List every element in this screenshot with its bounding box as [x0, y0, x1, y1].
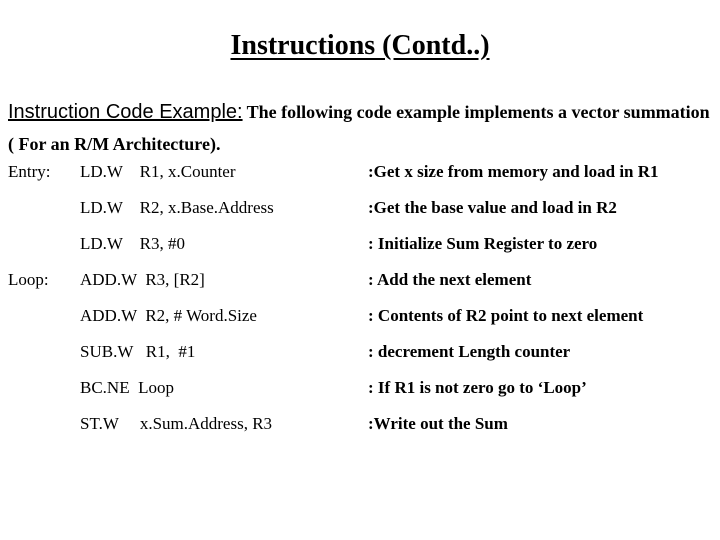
code-row [0, 234, 720, 258]
code-comment: :Get x size from memory and load in R1 [368, 162, 659, 181]
code-instruction: SUB.W R1, #1 [80, 342, 196, 361]
code-instruction: LD.W R3, #0 [80, 234, 185, 253]
intro-text: The following code example implements a vector summation ( For an R/M Architecture). [8, 102, 710, 154]
intro-label: Instruction Code Example: [8, 101, 243, 123]
code-instruction: ST.W x.Sum.Address, R3 [80, 414, 273, 433]
code-instruction: LD.W R1, x.Counter [80, 162, 236, 181]
code-row [0, 162, 720, 186]
code-comment: : Contents of R2 point to next element [368, 306, 644, 325]
code-comment: : Add the next element [368, 270, 532, 289]
code-row [0, 306, 720, 330]
code-row [0, 378, 720, 402]
code-row [0, 198, 720, 222]
code-label: Loop: [8, 270, 49, 289]
code-instruction: BC.NE Loop [80, 378, 174, 397]
code-comment: :Get the base value and load in R2 [368, 198, 617, 217]
code-row [0, 414, 720, 438]
code-comment: : Initialize Sum Register to zero [368, 234, 598, 253]
code-comment: :Write out the Sum [368, 414, 508, 433]
slide-title: Instructions (Contd..) [230, 30, 490, 61]
code-instruction: ADD.W R3, [R2] [80, 270, 205, 289]
code-comment: : If R1 is not zero go to ‘Loop’ [368, 378, 587, 397]
code-label: Entry: [8, 162, 51, 181]
code-row [0, 342, 720, 366]
code-comment: : decrement Length counter [368, 342, 571, 361]
code-instruction: LD.W R2, x.Base.Address [80, 198, 274, 217]
intro-paragraph [8, 97, 713, 161]
code-row [0, 270, 720, 294]
code-instruction: ADD.W R2, # Word.Size [80, 306, 257, 325]
